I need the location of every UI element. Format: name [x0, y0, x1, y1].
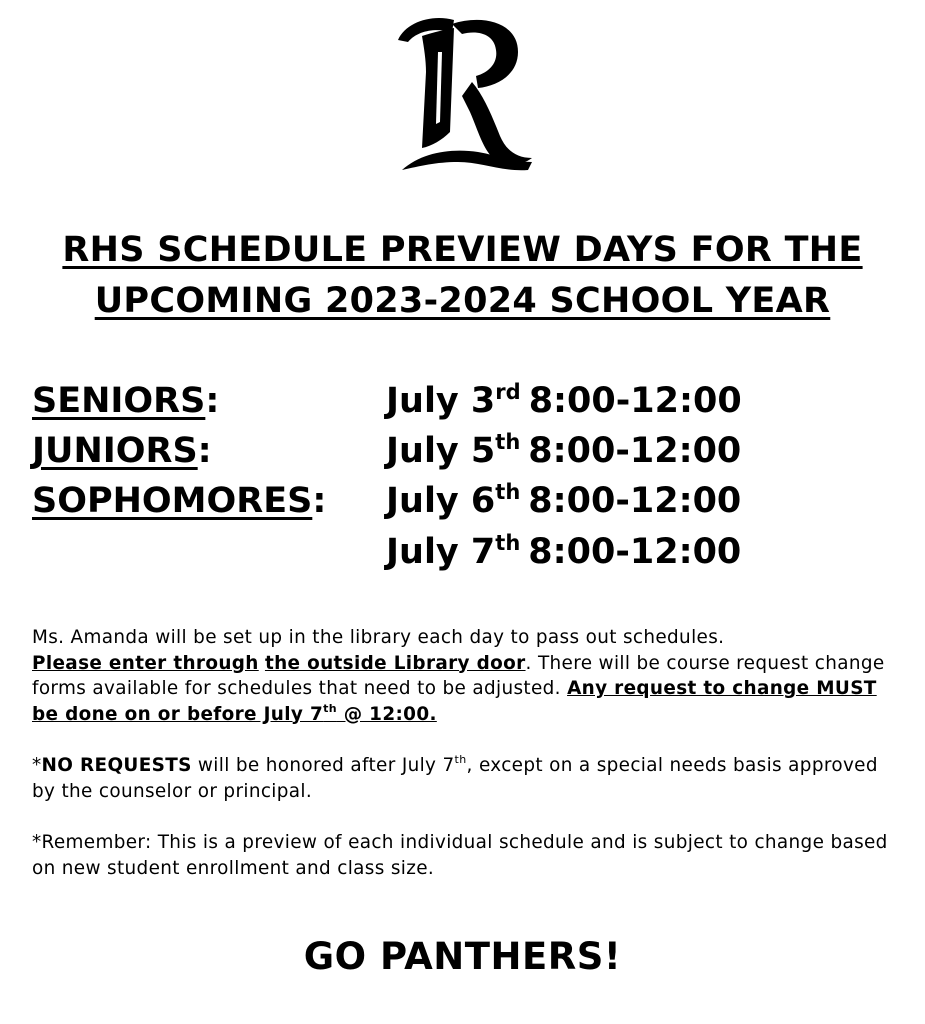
time-text: 8:00-12:00 [528, 431, 742, 471]
grade-label [32, 476, 326, 526]
p2-bold: NO REQUESTS [41, 755, 192, 776]
p1-deadline-time: @ 12:00. [336, 703, 437, 725]
title-line2-text: UPCOMING 2023-2024 SCHOOL YEAR [94, 281, 831, 321]
title-line1-text: RHS SCHEDULE PREVIEW DAYS FOR THE [62, 230, 863, 270]
schedule-date [386, 376, 742, 426]
date-text: July 7 [386, 532, 496, 572]
date-text: July 6 [386, 481, 496, 521]
p2-star: * [32, 755, 42, 776]
p1-library-door: the outside Library door [264, 652, 526, 674]
page-title-line1 [0, 225, 925, 275]
date-text: July 3 [386, 381, 496, 421]
p2-text-a: will be honored after July 7 [191, 755, 455, 776]
grade-name: SOPHOMORES [32, 481, 313, 521]
schedule-date [386, 527, 741, 577]
page-title-line2 [0, 276, 925, 326]
p1-deadline-text: Any request to change MUST be done on or before July 7 [32, 678, 877, 725]
p1-forms-text: . There will be course request change forms available for schedules that need to be adjusted. [32, 652, 885, 699]
time-text: 8:00-12:00 [528, 481, 742, 521]
grade-colon: : [197, 431, 212, 471]
date-suffix: th [495, 430, 521, 454]
date-suffix: th [495, 531, 521, 555]
reminder-paragraph: *Remember: This is a preview of each individual schedule and is subject to change based on new student enrollment and class size. [32, 832, 888, 879]
time-text: 8:00-12:00 [528, 532, 742, 572]
instructions-paragraph [32, 625, 902, 727]
go-panthers-footer: GO PANTHERS! [303, 935, 622, 978]
grade-label [32, 426, 212, 476]
date-suffix: th [495, 480, 521, 504]
date-text: July 5 [386, 431, 496, 471]
p2-text-b: , except on a special needs basis approved by the counselor or principal. [32, 755, 878, 802]
grade-colon: : [312, 481, 327, 521]
grade-colon: : [205, 381, 220, 421]
time-text: 8:00-12:00 [528, 381, 742, 421]
schedule-date [386, 426, 741, 476]
p2-suffix: th [454, 753, 467, 766]
schedule-date [386, 476, 741, 526]
p1-enter-through: Please enter through [32, 652, 259, 674]
grade-name: SENIORS [32, 381, 206, 421]
schedule-row-extra [0, 527, 925, 577]
school-logo-icon [392, 12, 542, 174]
schedule-row-sophomores [0, 476, 925, 526]
p1-sentence1: Ms. Amanda will be set up in the library each day to pass out schedules. [32, 627, 725, 648]
grade-name: JUNIORS [32, 431, 198, 471]
date-suffix: rd [495, 380, 521, 404]
no-requests-paragraph [32, 753, 902, 804]
schedule-row-juniors [0, 426, 925, 476]
schedule-row-seniors [0, 376, 925, 426]
grade-label [32, 376, 219, 426]
p1-deadline-suffix: th [323, 701, 337, 715]
